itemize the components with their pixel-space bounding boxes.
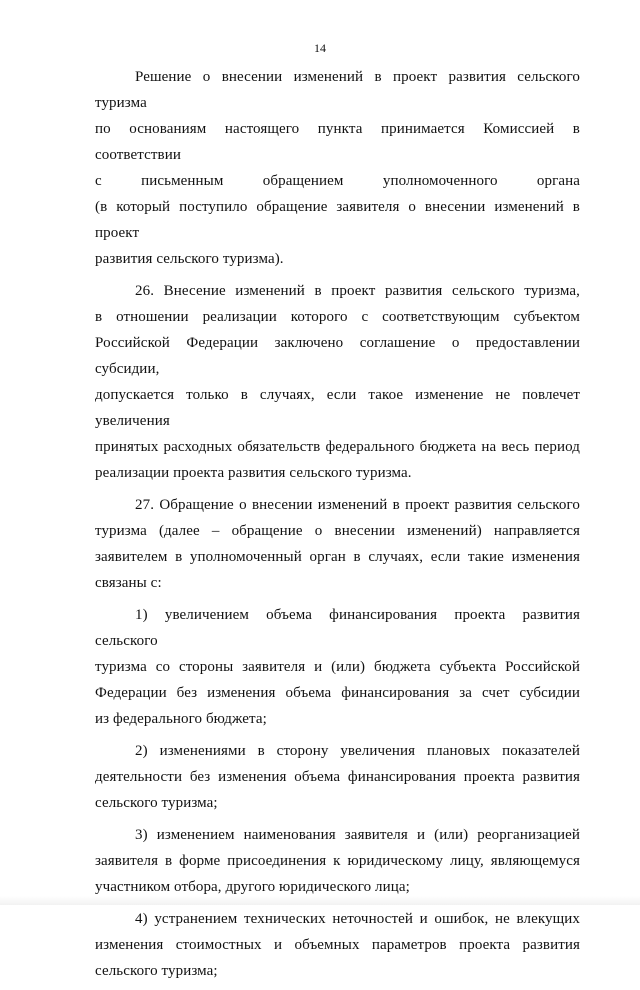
paragraph-subitem-1 bbox=[95, 602, 580, 732]
paragraph-item-27 bbox=[95, 492, 580, 596]
text-line: 4) устранением технических неточностей и ошибок, не влекущих bbox=[135, 911, 580, 927]
text-line: в отношении реализации которого с соответствующим субъектом bbox=[95, 309, 580, 325]
text-line: 1) увеличением объема финансирования проекта развития сельского bbox=[95, 607, 580, 649]
text-line: из федерального бюджета; bbox=[95, 711, 267, 727]
text-line: заявителя в форме присоединения к юридическому лицу, являющемуся bbox=[95, 853, 580, 869]
paragraph-subitem-3 bbox=[95, 822, 580, 900]
text-line: сельского туризма; bbox=[95, 795, 218, 811]
text-line: туризма со стороны заявителя и (или) бюджета субъекта Российской bbox=[95, 659, 580, 675]
text-line: туризма (далее – обращение о внесении изменений) направляется bbox=[95, 523, 580, 539]
text-line: реализации проекта развития сельского туризма. bbox=[95, 465, 412, 481]
text-line: заявителем в уполномоченный орган в случаях, если такие изменения bbox=[95, 549, 580, 565]
text-line: допускается только в случаях, если такое изменение не повлечет увеличения bbox=[95, 387, 580, 429]
text-line: Федерации без изменения объема финансирования за счет субсидии bbox=[95, 685, 580, 701]
document-body bbox=[95, 64, 580, 990]
text-line: с письменным обращением уполномоченного органа bbox=[95, 173, 580, 189]
paragraph-item-26 bbox=[95, 278, 580, 486]
text-line: 26. Внесение изменений в проект развития сельского туризма, bbox=[135, 283, 580, 299]
text-line: изменения стоимостных и объемных параметров проекта развития bbox=[95, 937, 580, 953]
paragraph-amendment-decision bbox=[95, 64, 580, 272]
text-line: (в который поступило обращение заявителя о внесении изменений в проект bbox=[95, 199, 580, 241]
text-line: по основаниям настоящего пункта принимается Комиссией в соответствии bbox=[95, 121, 580, 163]
text-line: Российской Федерации заключено соглашение о предоставлении субсидии, bbox=[95, 335, 580, 377]
text-line: развития сельского туризма). bbox=[95, 251, 284, 267]
paragraph-subitem-2 bbox=[95, 738, 580, 816]
text-line: участником отбора, другого юридического лица; bbox=[95, 879, 410, 895]
text-line: связаны с: bbox=[95, 575, 162, 591]
text-line: деятельности без изменения объема финансирования проекта развития bbox=[95, 769, 580, 785]
text-line: принятых расходных обязательств федерального бюджета на весь период bbox=[95, 439, 580, 455]
paragraph-subitem-4 bbox=[95, 906, 580, 984]
text-line: 3) изменением наименования заявителя и (или) реорганизацией bbox=[135, 827, 580, 843]
text-line: Решение о внесении изменений в проект развития сельского туризма bbox=[95, 69, 580, 111]
text-line: 2) изменениями в сторону увеличения плановых показателей bbox=[135, 743, 580, 759]
text-line: 27. Обращение о внесении изменений в проект развития сельского bbox=[135, 497, 580, 513]
scan-bottom-edge bbox=[0, 896, 640, 905]
page-number: 14 bbox=[314, 41, 326, 55]
text-line: сельского туризма; bbox=[95, 963, 218, 979]
